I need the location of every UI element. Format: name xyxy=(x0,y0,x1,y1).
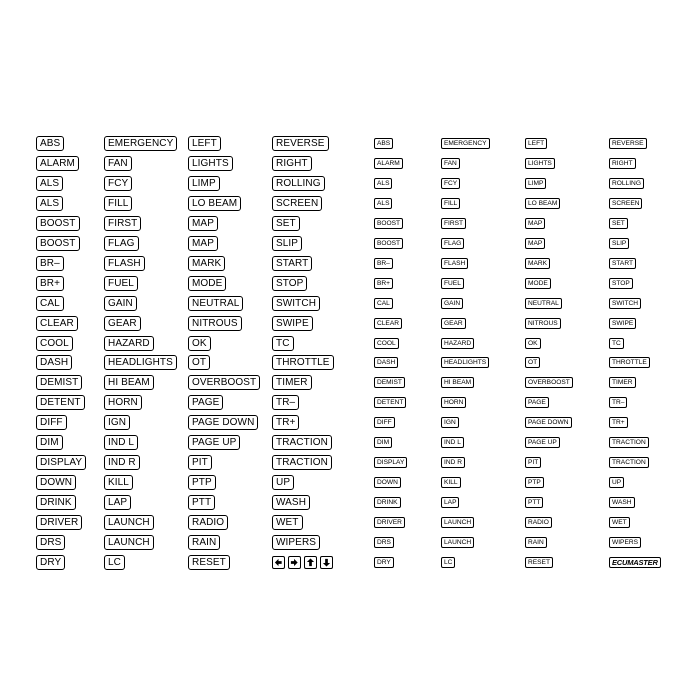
label-small-3-6: MAP xyxy=(525,238,545,249)
label-small-1-14: DETENT xyxy=(374,397,406,408)
label-big-4-6: SLIP xyxy=(272,236,302,251)
ecumaster-logo: ECUMASTER xyxy=(609,557,661,568)
label-small-2-2: FAN xyxy=(441,158,460,169)
label-big-4-4: SCREEN xyxy=(272,196,322,211)
label-small-4-12: THROTTLE xyxy=(609,357,650,368)
label-small-2-8: FUEL xyxy=(441,278,464,289)
label-big-4-3: ROLLING xyxy=(272,176,325,191)
label-big-1-7: BR– xyxy=(36,256,64,271)
label-big-3-1: LEFT xyxy=(188,136,221,151)
label-small-4-4: SCREEN xyxy=(609,198,642,209)
label-small-4-3: ROLLING xyxy=(609,178,644,189)
label-small-2-21: LAUNCH xyxy=(441,537,474,548)
label-small-4-19: WASH xyxy=(609,497,635,508)
label-small-1-9: CAL xyxy=(374,298,393,309)
label-big-2-18: KILL xyxy=(104,475,133,490)
label-big-4-8: STOP xyxy=(272,276,307,291)
label-big-1-17: DISPLAY xyxy=(36,455,86,470)
arrow-right-icon xyxy=(288,556,301,569)
label-big-1-3: ALS xyxy=(36,176,63,191)
label-big-1-4: ALS xyxy=(36,196,63,211)
label-small-4-8: STOP xyxy=(609,278,633,289)
label-small-4-16: TRACTION xyxy=(609,437,649,448)
label-small-4-6: SLIP xyxy=(609,238,629,249)
label-small-1-15: DIFF xyxy=(374,417,395,428)
label-small-1-3: ALS xyxy=(374,178,392,189)
label-big-1-14: DETENT xyxy=(36,395,85,410)
label-small-1-17: DISPLAY xyxy=(374,457,407,468)
label-small-1-18: DOWN xyxy=(374,477,401,488)
label-big-3-4: LO BEAM xyxy=(188,196,241,211)
label-small-3-17: PIT xyxy=(525,457,541,468)
label-big-1-22: DRY xyxy=(36,555,65,570)
label-small-1-2: ALARM xyxy=(374,158,403,169)
label-small-4-17: TRACTION xyxy=(609,457,649,468)
arrow-icons-label xyxy=(272,556,333,569)
label-big-4-12: THROTTLE xyxy=(272,355,334,370)
label-small-4-7: START xyxy=(609,258,636,269)
label-small-3-18: PTP xyxy=(525,477,544,488)
label-big-4-9: SWITCH xyxy=(272,296,320,311)
label-small-2-20: LAUNCH xyxy=(441,517,474,528)
label-big-3-20: RADIO xyxy=(188,515,228,530)
label-small-3-15: PAGE DOWN xyxy=(525,417,572,428)
label-small-4-5: SET xyxy=(609,218,628,229)
label-small-1-20: DRIVER xyxy=(374,517,405,528)
arrow-down-icon xyxy=(320,556,333,569)
label-small-3-19: PTT xyxy=(525,497,543,508)
label-big-1-18: DOWN xyxy=(36,475,76,490)
label-small-3-10: NITROUS xyxy=(525,318,561,329)
label-big-2-3: FCY xyxy=(104,176,132,191)
label-small-2-9: GAIN xyxy=(441,298,463,309)
label-big-2-20: LAUNCH xyxy=(104,515,154,530)
label-small-1-22: DRY xyxy=(374,557,394,568)
label-big-3-14: PAGE xyxy=(188,395,223,410)
label-big-4-20: WET xyxy=(272,515,303,530)
label-small-3-3: LIMP xyxy=(525,178,546,189)
label-small-1-13: DEMIST xyxy=(374,377,405,388)
arrow-left-icon xyxy=(272,556,285,569)
label-big-2-2: FAN xyxy=(104,156,132,171)
label-big-4-1: REVERSE xyxy=(272,136,329,151)
label-small-4-1: REVERSE xyxy=(609,138,647,149)
label-small-1-16: DIM xyxy=(374,437,392,448)
label-small-4-15: TR+ xyxy=(609,417,628,428)
label-big-2-8: FUEL xyxy=(104,276,138,291)
label-big-2-5: FIRST xyxy=(104,216,141,231)
label-big-3-21: RAIN xyxy=(188,535,220,550)
label-big-2-21: LAUNCH xyxy=(104,535,154,550)
label-big-3-11: OK xyxy=(188,336,211,351)
label-big-3-7: MARK xyxy=(188,256,225,271)
label-big-4-11: TC xyxy=(272,336,294,351)
label-small-1-5: BOOST xyxy=(374,218,403,229)
label-small-4-13: TIMER xyxy=(609,377,636,388)
label-big-3-10: NITROUS xyxy=(188,316,242,331)
label-big-3-19: PTT xyxy=(188,495,215,510)
label-small-4-9: SWITCH xyxy=(609,298,641,309)
label-small-2-3: FCY xyxy=(441,178,460,189)
label-small-2-19: LAP xyxy=(441,497,459,508)
label-big-4-13: TIMER xyxy=(272,375,312,390)
label-big-3-3: LIMP xyxy=(188,176,220,191)
label-big-4-21: WIPERS xyxy=(272,535,320,550)
label-small-3-1: LEFT xyxy=(525,138,547,149)
arrow-up-icon xyxy=(304,556,317,569)
label-small-3-14: PAGE xyxy=(525,397,549,408)
label-big-4-7: START xyxy=(272,256,312,271)
label-big-1-1: ABS xyxy=(36,136,64,151)
label-big-1-2: ALARM xyxy=(36,156,79,171)
label-small-3-22: RESET xyxy=(525,557,553,568)
label-big-2-19: LAP xyxy=(104,495,131,510)
label-small-3-21: RAIN xyxy=(525,537,547,548)
label-small-2-4: FILL xyxy=(441,198,460,209)
label-big-3-8: MODE xyxy=(188,276,226,291)
label-big-2-12: HEADLIGHTS xyxy=(104,355,177,370)
label-big-4-5: SET xyxy=(272,216,300,231)
label-big-3-16: PAGE UP xyxy=(188,435,240,450)
label-big-3-17: PIT xyxy=(188,455,212,470)
label-small-1-10: CLEAR xyxy=(374,318,402,329)
label-small-3-7: MARK xyxy=(525,258,550,269)
label-small-2-7: FLASH xyxy=(441,258,468,269)
label-big-4-14: TR– xyxy=(272,395,299,410)
label-big-3-15: PAGE DOWN xyxy=(188,415,258,430)
label-big-1-10: CLEAR xyxy=(36,316,78,331)
label-big-4-17: TRACTION xyxy=(272,455,332,470)
label-big-2-14: HORN xyxy=(104,395,142,410)
label-small-2-18: KILL xyxy=(441,477,461,488)
label-small-1-8: BR+ xyxy=(374,278,393,289)
label-small-4-11: TC xyxy=(609,338,624,349)
label-big-1-13: DEMIST xyxy=(36,375,82,390)
label-big-1-9: CAL xyxy=(36,296,64,311)
label-small-1-11: COOL xyxy=(374,338,399,349)
label-big-4-2: RIGHT xyxy=(272,156,312,171)
label-big-4-15: TR+ xyxy=(272,415,299,430)
label-small-4-10: SWIPE xyxy=(609,318,636,329)
label-big-1-16: DIM xyxy=(36,435,63,450)
label-big-2-22: LC xyxy=(104,555,125,570)
label-big-4-10: SWIPE xyxy=(272,316,313,331)
label-small-1-6: BOOST xyxy=(374,238,403,249)
label-small-2-13: HI BEAM xyxy=(441,377,474,388)
label-big-3-12: OT xyxy=(188,355,210,370)
label-big-1-6: BOOST xyxy=(36,236,80,251)
label-small-3-5: MAP xyxy=(525,218,545,229)
label-big-2-15: IGN xyxy=(104,415,130,430)
label-big-4-19: WASH xyxy=(272,495,310,510)
label-small-2-16: IND L xyxy=(441,437,464,448)
label-small-2-10: GEAR xyxy=(441,318,466,329)
label-big-2-10: GEAR xyxy=(104,316,141,331)
label-small-2-12: HEADLIGHTS xyxy=(441,357,489,368)
label-big-1-20: DRIVER xyxy=(36,515,82,530)
label-small-2-11: HAZARD xyxy=(441,338,474,349)
label-small-1-4: ALS xyxy=(374,198,392,209)
label-big-2-7: FLASH xyxy=(104,256,145,271)
label-small-2-15: IGN xyxy=(441,417,459,428)
label-big-2-13: HI BEAM xyxy=(104,375,154,390)
label-small-3-11: OK xyxy=(525,338,541,349)
label-big-1-19: DRINK xyxy=(36,495,76,510)
label-small-4-2: RIGHT xyxy=(609,158,636,169)
label-small-1-1: ABS xyxy=(374,138,393,149)
label-small-4-20: WET xyxy=(609,517,630,528)
label-small-1-19: DRINK xyxy=(374,497,401,508)
label-big-3-13: OVERBOOST xyxy=(188,375,260,390)
label-big-4-16: TRACTION xyxy=(272,435,332,450)
label-small-2-22: LC xyxy=(441,557,455,568)
label-big-2-11: HAZARD xyxy=(104,336,154,351)
label-big-1-12: DASH xyxy=(36,355,72,370)
label-small-4-21: WIPERS xyxy=(609,537,641,548)
label-small-2-1: EMERGENCY xyxy=(441,138,490,149)
label-small-3-9: NEUTRAL xyxy=(525,298,562,309)
label-small-4-18: UP xyxy=(609,477,624,488)
label-big-3-22: RESET xyxy=(188,555,230,570)
label-big-1-11: COOL xyxy=(36,336,73,351)
label-small-2-5: FIRST xyxy=(441,218,466,229)
label-small-3-16: PAGE UP xyxy=(525,437,560,448)
label-small-2-17: IND R xyxy=(441,457,465,468)
label-big-2-17: IND R xyxy=(104,455,140,470)
label-big-3-6: MAP xyxy=(188,236,218,251)
label-big-2-9: GAIN xyxy=(104,296,137,311)
label-small-3-4: LO BEAM xyxy=(525,198,560,209)
label-big-1-15: DIFF xyxy=(36,415,67,430)
label-small-1-12: DASH xyxy=(374,357,398,368)
label-small-3-2: LIGHTS xyxy=(525,158,555,169)
label-big-2-4: FILL xyxy=(104,196,132,211)
label-big-1-21: DRS xyxy=(36,535,65,550)
label-small-3-8: MODE xyxy=(525,278,551,289)
label-small-2-6: FLAG xyxy=(441,238,464,249)
label-big-3-2: LIGHTS xyxy=(188,156,233,171)
label-big-1-8: BR+ xyxy=(36,276,64,291)
label-big-3-9: NEUTRAL xyxy=(188,296,243,311)
label-big-3-18: PTP xyxy=(188,475,216,490)
label-big-2-16: IND L xyxy=(104,435,138,450)
label-small-3-13: OVERBOOST xyxy=(525,377,573,388)
label-big-2-1: EMERGENCY xyxy=(104,136,177,151)
label-big-4-18: UP xyxy=(272,475,294,490)
label-small-4-14: TR– xyxy=(609,397,627,408)
label-small-1-7: BR– xyxy=(374,258,393,269)
label-small-3-12: OT xyxy=(525,357,540,368)
label-big-2-6: FLAG xyxy=(104,236,139,251)
label-big-1-5: BOOST xyxy=(36,216,80,231)
label-small-3-20: RADIO xyxy=(525,517,552,528)
label-small-1-21: DRS xyxy=(374,537,394,548)
label-big-3-5: MAP xyxy=(188,216,218,231)
label-small-2-14: HORN xyxy=(441,397,466,408)
